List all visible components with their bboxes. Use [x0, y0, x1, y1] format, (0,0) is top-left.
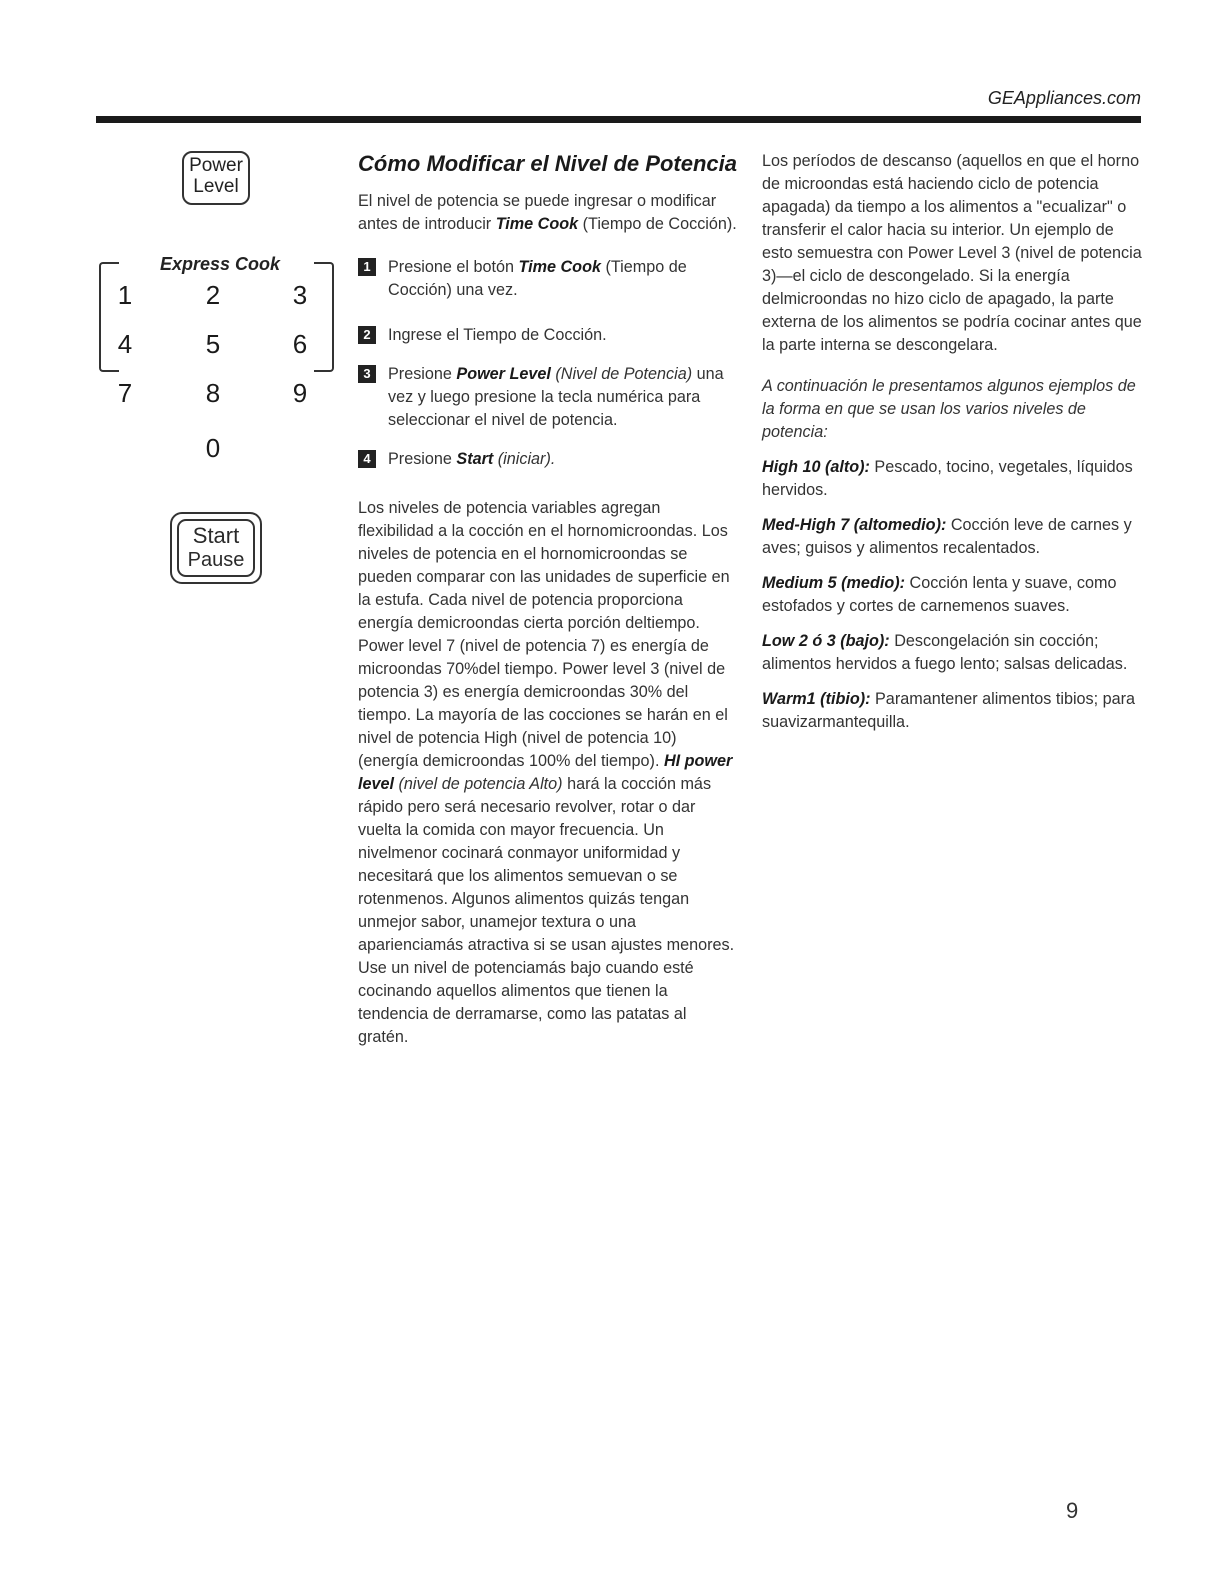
middle-column — [358, 150, 738, 1049]
intro-emphasis: Time Cook — [495, 215, 579, 233]
step-3-emphasis: Power Level — [456, 365, 551, 383]
level-low-text: Descongelación sin cocción; alimentos hervidos a fuego lento; salsas delicadas. — [762, 632, 1128, 673]
start-pause-inner — [177, 519, 255, 577]
body-italic: (nivel de potencia Alto) — [394, 775, 563, 793]
step-2 — [358, 324, 738, 347]
key-2: 2 — [205, 280, 221, 310]
key-4: 4 — [117, 329, 133, 359]
power-level-label-2: Level — [193, 176, 239, 197]
section-title: Cómo Modificar el Nivel de Potencia — [358, 151, 737, 176]
body-text-end: hará la cocción más rápido pero será necesario revolver, rotar o dar vuelta la comida con mayor frecuencia. Un nivelmenor cocinará conmayor uniformidad y necesitará que los alimentos semuevan o se rotenmenos. Algunos alimentos quizás tengan unmejor sabor, unamejor textura o una aparienciamás atractiva si se usan ajustes menores. Use un nivel de potenciamás bajo cuando esté cocinando aquellos alimentos que tienen la tendencia de derramarse, como las patatas al gratén. — [358, 775, 735, 1046]
intro-paragraph — [358, 190, 738, 236]
key-7: 7 — [117, 378, 133, 408]
step-3-italic: (Nivel de Potencia) — [550, 365, 693, 383]
step-number-3: 3 — [358, 365, 376, 383]
key-3: 3 — [292, 280, 308, 310]
key-9: 9 — [292, 378, 308, 408]
start-label: Start — [192, 523, 240, 548]
step-number-2: 2 — [358, 326, 376, 344]
start-pause-button — [170, 512, 262, 584]
key-0: 0 — [205, 433, 221, 463]
step-4-emphasis: Start — [456, 450, 494, 468]
step-1 — [358, 256, 738, 302]
step-2-text: Ingrese el Tiempo de Cocción. — [388, 326, 607, 344]
level-high — [762, 456, 1142, 502]
step-3-text-end: una vez y luego presione la tecla numérica para seleccionar el nivel de potencia. — [388, 365, 724, 429]
level-medium-label: Medium 5 (medio): — [762, 574, 905, 592]
step-4-italic: (iniciar). — [493, 450, 556, 468]
level-warm — [762, 688, 1142, 734]
level-med-high-text: Cocción leve de carnes y aves; guisos y alimentos recalentados. — [762, 516, 1132, 557]
step-1-text-end: (Tiempo de Cocción) una vez. — [388, 258, 687, 299]
body-paragraph — [358, 497, 738, 1049]
step-4 — [358, 448, 738, 471]
key-8: 8 — [205, 378, 221, 408]
pause-label: Pause — [187, 549, 245, 571]
body-text: Los niveles de potencia variables agregan flexibilidad a la cocción en el hornomicroondas. Los niveles de potencia en el hornomicroondas se pueden comparar con las unidades de superficie en la estufa. Cada nivel de potencia proporciona energía demicroondas cierta porción deltiempo. Power level 7 (nivel de potencia 7) es energía de microondas 70%del tiempo. Power level 3 (nivel de potencia 3) es energía demicroondas 30% del tiempo. La mayoría de las cocciones se harán en el nivel de potencia High (nivel de potencia 10) (energía demicroondas 100% del tiempo). — [358, 499, 730, 770]
level-medium-text: Cocción lenta y suave, como estofados y cortes de carnemenos suaves. — [762, 574, 1117, 615]
right-column — [762, 150, 1142, 734]
key-1: 1 — [117, 280, 133, 310]
step-1-emphasis: Time Cook — [518, 258, 601, 276]
level-med-high-label: Med-High 7 (altomedio): — [762, 516, 947, 534]
level-high-label: High 10 (alto): — [762, 458, 870, 476]
examples-intro: A continuación le presentamos algunos ejemplos de la forma en que se usan los varios niveles de potencia: — [762, 377, 1136, 441]
level-warm-label: Warm1 (tibio): — [762, 690, 871, 708]
body-emphasis: HI power level — [358, 752, 733, 793]
key-6: 6 — [292, 329, 308, 359]
level-low-label: Low 2 ó 3 (bajo): — [762, 632, 890, 650]
step-4-text: Presione — [388, 450, 457, 468]
site-url: GEAppliances.com — [987, 88, 1141, 108]
express-cook-label: Express Cook — [160, 254, 281, 274]
key-5: 5 — [205, 329, 221, 359]
level-high-text: Pescado, tocino, vegetales, líquidos hervidos. — [762, 458, 1133, 499]
intro-text: El nivel de potencia se puede ingresar o modificar antes de introducir — [358, 192, 717, 233]
power-level-button — [182, 151, 250, 205]
step-number-1: 1 — [358, 258, 376, 276]
step-number-4: 4 — [358, 450, 376, 468]
rest-paragraph: Los períodos de descanso (aquellos en que el horno de microondas está haciendo ciclo de potencia apagada) da tiempo a los alimentos a "ecualizar" o transferir el calor hacia su interior. Un ejemplo de esto semuestra con Power Level 3 (nivel de potencia 3)—el ciclo de descongelado. Si la energía delmicroondas no hizo ciclo de apagado, la parte externa de los alimentos se podría cocinar antes que la parte interna se descongelara. — [762, 152, 1142, 354]
page-number: 9 — [1066, 1498, 1079, 1523]
level-low — [762, 630, 1142, 676]
level-med-high — [762, 514, 1142, 560]
intro-text-end: (Tiempo de Cocción). — [578, 215, 737, 233]
level-warm-text: Paramantener alimentos tibios; para suavizarmantequilla. — [762, 690, 1136, 731]
header-rule — [96, 116, 1141, 123]
step-3-text: Presione — [388, 365, 457, 383]
power-level-label-1: Power — [189, 155, 243, 176]
step-3 — [358, 363, 738, 432]
step-1-text: Presione el botón — [388, 258, 519, 276]
level-medium — [762, 572, 1142, 618]
